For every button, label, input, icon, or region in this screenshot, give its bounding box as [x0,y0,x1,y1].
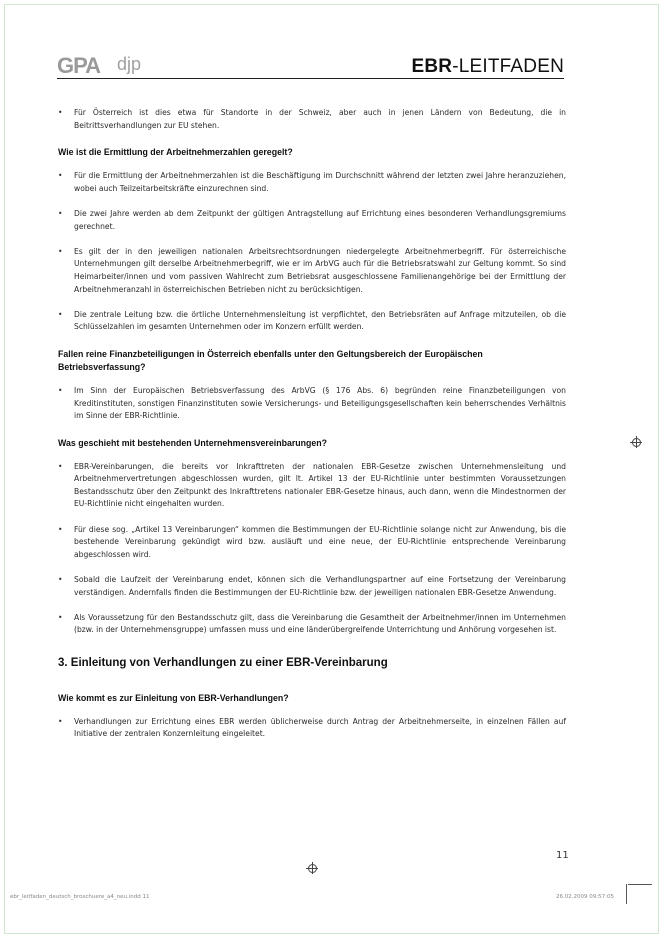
title-bold-part: EBR [411,56,453,77]
question-heading: Wie kommt es zur Einleitung von EBR-Verhandlungen? [58,692,289,703]
list-item [58,574,566,599]
bullet-symbol: • [58,208,63,218]
bullet-symbol: • [58,524,63,534]
list-item [58,170,566,195]
question-heading: Fallen reine Finanzbeteiligungen in Österreich ebenfalls unter den Geltungsbereich der Europäischen Betriebsverfassung? [58,348,483,372]
print-slug-timestamp: 26.02.2009 09:57:05 [556,894,614,900]
crop-mark-icon [626,884,627,904]
question-heading: Wie ist die Ermittlung der Arbeitnehmerzahlen geregelt? [58,147,293,158]
crop-mark-icon [628,884,652,885]
header-rule [57,78,564,79]
document-title [411,56,564,78]
title-rest-part: -LEITFADEN [452,56,564,77]
list-item [58,524,566,562]
bullet-symbol: • [58,612,63,622]
page-content [58,107,566,753]
question-heading: Was geschieht mit bestehenden Unternehmensvereinbarungen? [58,437,328,448]
bullet-symbol: • [58,716,63,726]
list-item-text: Die zwei Jahre werden ab dem Zeitpunkt der gültigen Antragstellung auf Errichtung eines besonderen Verhandlungsgremiums gerechnet. [74,208,566,231]
bullet-symbol: • [58,108,63,117]
list-item-text: Für diese sog. „Artikel 13 Vereinbarungen“ kommen die Bestimmungen der EU-Richtlinie solange nicht zur Anwendung, bis die bestehende Vereinbarung gekündigt wird bzw. ausläuft und eine neue, der EU-Richtlinie entsprechende Vereinbarung abgeschlossen wird. [74,524,566,559]
registration-mark-icon [630,436,642,448]
bullet-symbol: • [58,309,63,319]
gpa-logo: GPA [57,53,101,78]
list-item-text: Es gilt der in den jeweiligen nationalen Arbeitsrechtsordnungen niedergelegte Arbeitnehmerbegriff. Für österreichische Unternehmungen gilt derselbe Arbeitnehmerbegriff, wie er im ArbVG auch für die Betriebsratswahl zur Geltung kommt. So sind Heimarbeiter/innen und vom passiven Wahlrecht zum Betriebsrat ausgeschlossene Familienangehörige bei der Ermittlung der Arbeitnehmeranzahl in österreichischen Betrieben nicht zu berücksichtigen. [74,246,566,294]
list-item-text: Für die Ermittlung der Arbeitnehmerzahlen ist die Beschäftigung im Durchschnitt während der letzten zwei Jahre heranzuziehen, wobei auch Teilzeitarbeitskräfte einzurechnen sind. [74,171,566,193]
list-item-text: Sobald die Laufzeit der Vereinbarung endet, können sich die Verhandlungspartner auf eine Fortsetzung der Vereinbarung verständigen. Andernfalls finden die Bestimmungen der EU-Richtlinie bzw. der jeweiligen nationalen EBR-Gesetze Anwendung. [74,575,566,597]
list-item [58,246,566,296]
list-item [58,385,566,423]
list-item-text: Die zentrale Leitung bzw. die örtliche Unternehmensleitung ist verpflichtet, den Betriebsräten auf Anfrage mitzuteilen, ob die Schlüsselzahlen im gesamten Unternehmen oder im Konzern erfüllt werden. [74,309,566,332]
registration-mark-icon [306,862,318,874]
list-item [58,612,566,637]
djp-logo: djp [117,54,142,74]
list-item-text: Im Sinn der Europäischen Betriebsverfassung des ArbVG (§ 176 Abs. 6) begründen reine Finanzbeteiligungen von Kreditinstituten, sonstigen Finanzinstituten sowie Versicherungs- und Beteiligungsgesellschaften kein beherrschendes Verhältnis im Sinne der EBR-Richtlinie. [74,385,566,421]
bullet-symbol: • [58,246,63,256]
list-item [58,107,566,132]
list-item-text: EBR-Vereinbarungen, die bereits vor Inkrafttreten der nationalen EBR-Gesetze zwischen Unternehmensleitung und Arbeitnehmervertretungen abgeschlossen wurden, gilt lt. Artikel 13 der EU-Richtlinie unter bestimmten Voraussetzungen Bestandsschutz über den Zeitpunkt des Inkrafttretens nationaler EBR-Gesetze hinaus, auch dann, wenn die Mindestnormen der EU-Richtlinie nicht eingehalten wurden. [74,461,566,509]
list-item-text: Für Österreich ist dies etwa für Standorte in der Schweiz, aber auch in jenen Ländern von Bedeutung, die in Beitrittsverhandlungen zur EU stehen. [74,108,566,130]
print-slug-filename: ebr_leitfaden_deutsch_broschuere_a4_neu.indd 11 [10,894,150,900]
section-heading: 3. Einleitung von Verhandlungen zu einer EBR-Vereinbarung [58,657,388,669]
list-item-text: Als Voraussetzung für den Bestandsschutz gilt, dass die Vereinbarung die Gesamtheit der Arbeitnehmer/innen im Unternehmen (bzw. in der Unternehmensgruppe) umfassen muss und eine länderübergreifende Unterrichtung und Anhörung vorgesehen ist. [74,612,566,635]
list-item-text: Verhandlungen zur Errichtung eines EBR werden üblicherweise durch Antrag der Arbeitnehmerseite, in einzelnen Fällen auf Initiative der zentralen Konzernleitung eingeleitet. [74,716,566,739]
bullet-symbol: • [58,385,63,395]
bullet-symbol: • [58,575,63,585]
list-item [58,208,566,233]
list-item [58,461,566,511]
page-header [57,53,564,79]
bullet-symbol: • [58,171,63,181]
list-item [58,716,566,741]
page-number: 11 [556,850,569,861]
list-item [58,309,566,334]
bullet-symbol: • [58,461,63,471]
